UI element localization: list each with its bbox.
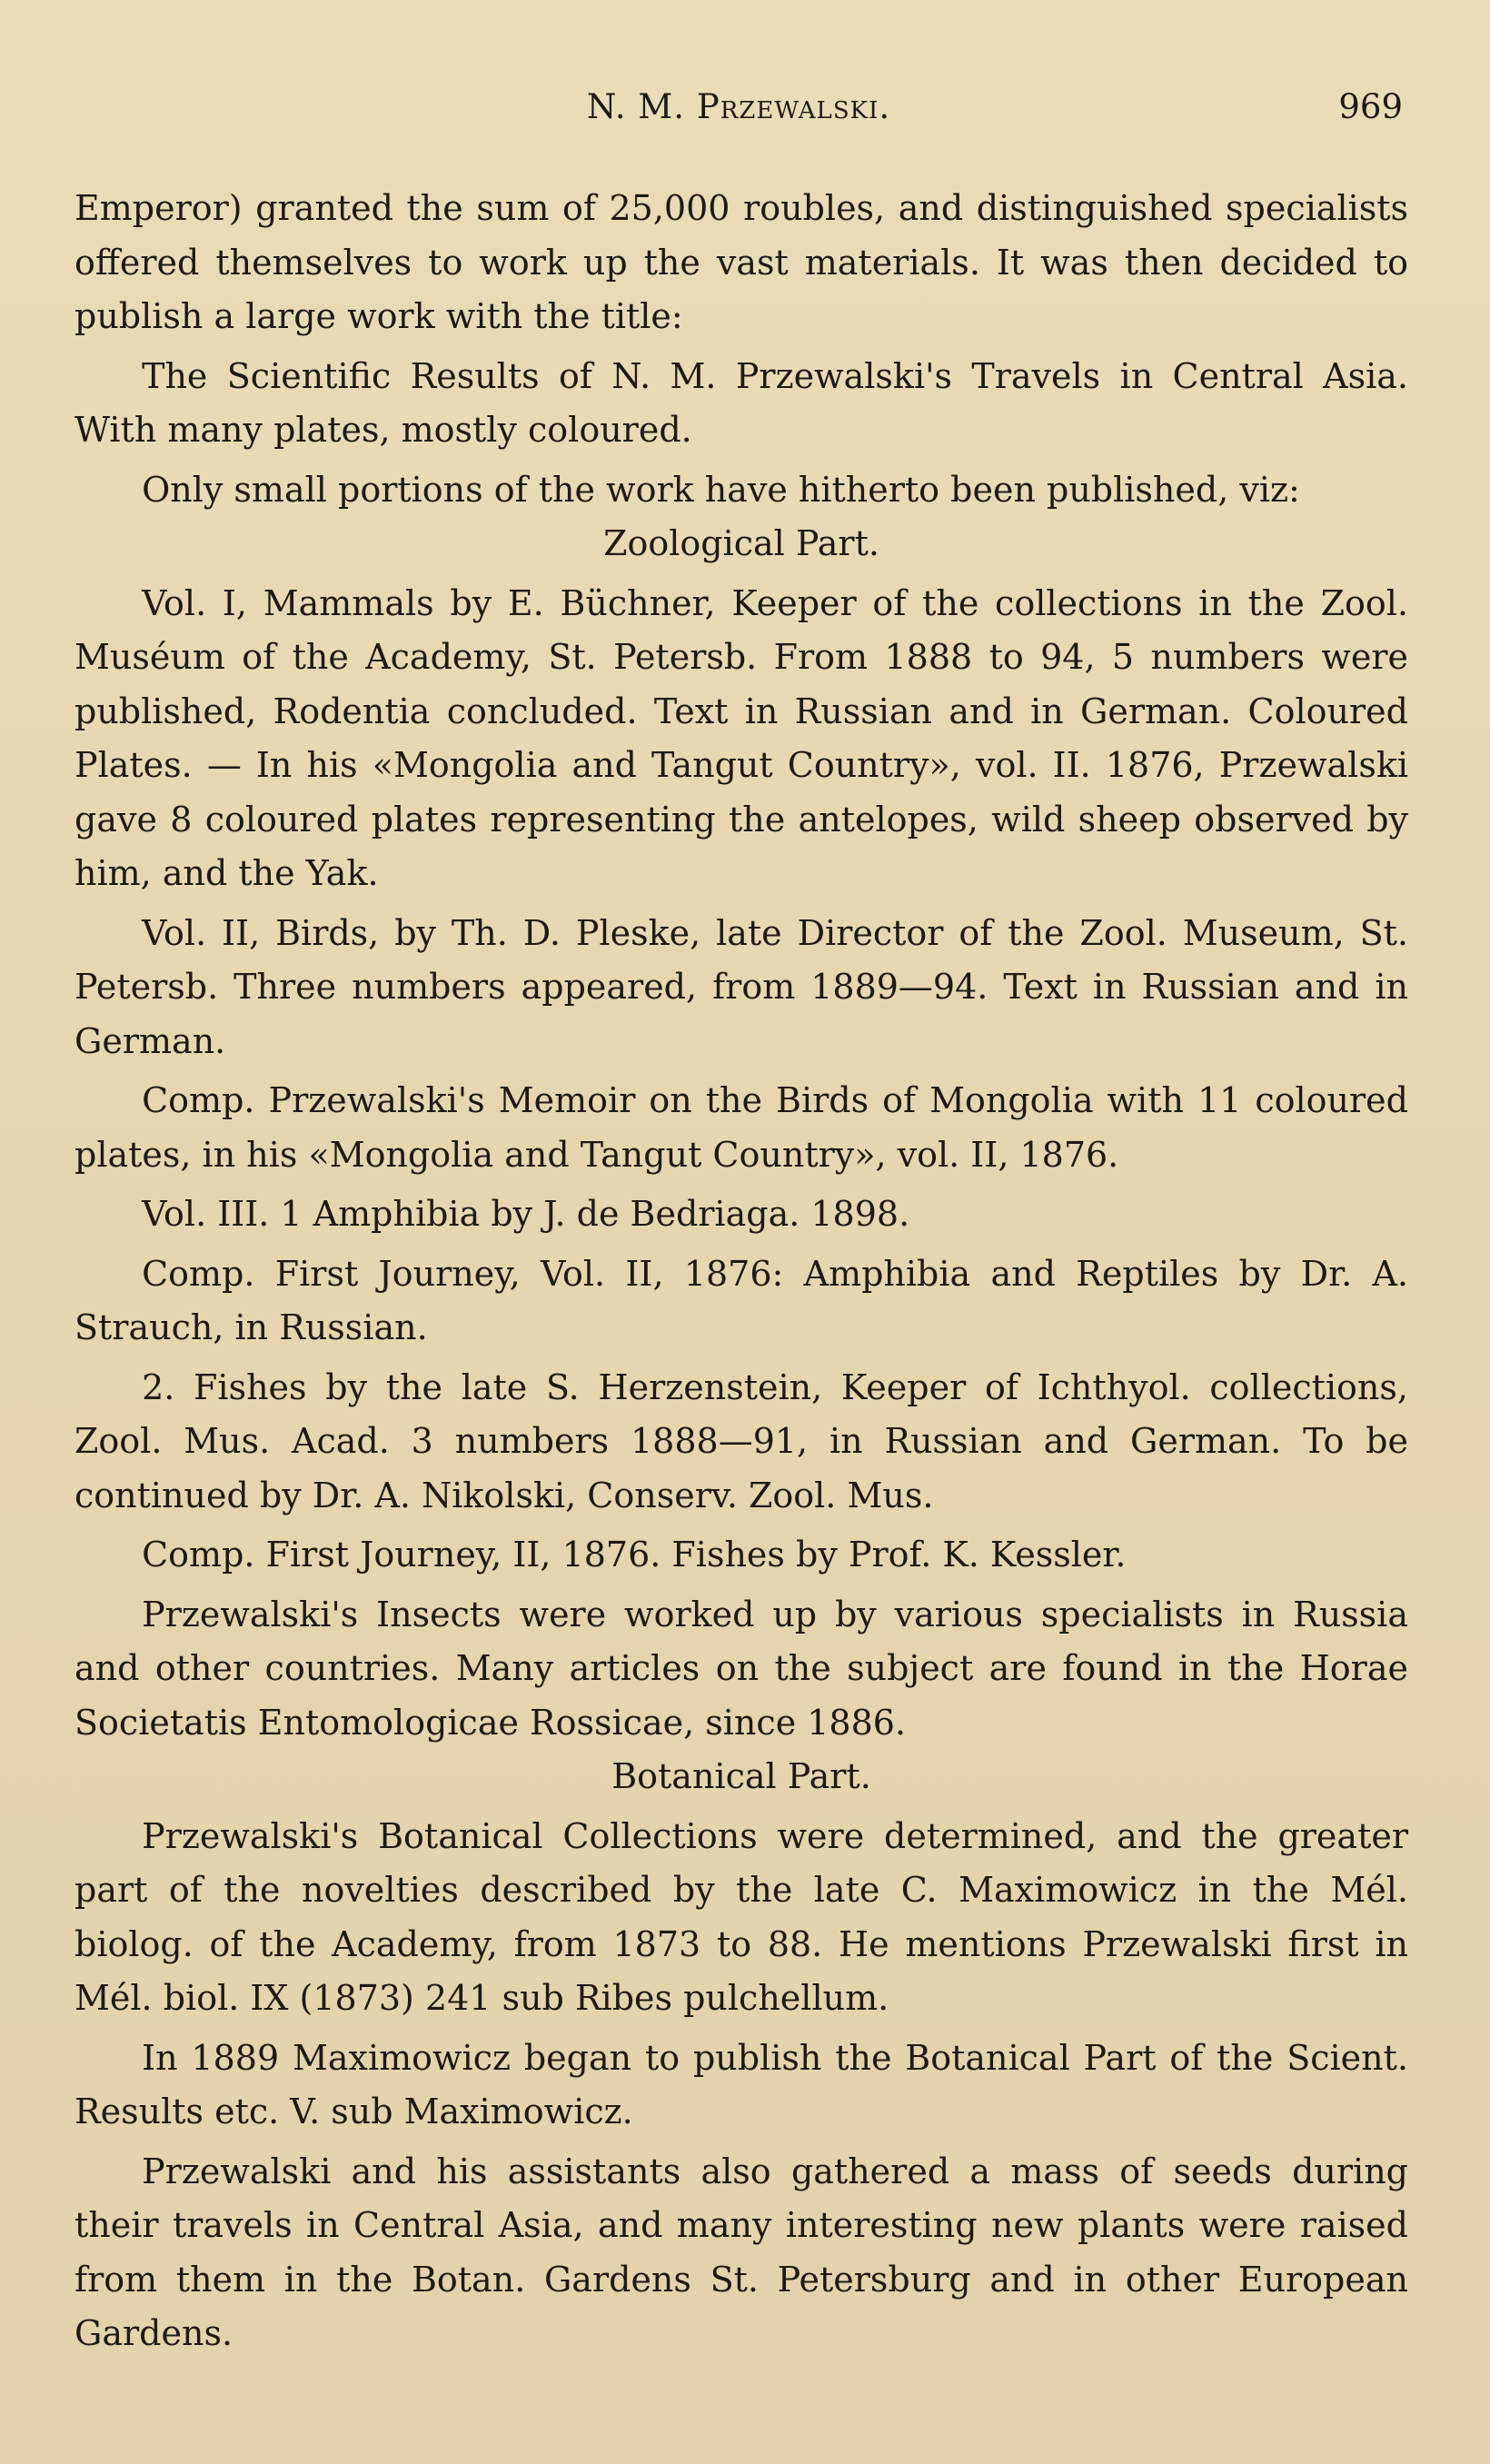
page-body bbox=[74, 182, 1408, 2361]
paragraph-birds-memoir: Comp. Przewalski's Memoir on the Birds of Mongolia with 11 coloured plates, in his «Mongolia and Tangut Country», vol. II, 1876. bbox=[74, 1080, 1408, 1175]
page-number: 969 bbox=[1338, 87, 1403, 126]
paragraph-fishes: 2. Fishes by the late S. Herzenstein, Keeper of Ichthyol. collections, Zool. Mus. Acad. 3 numbers 1888—91, in Russian and German. To be continued by Dr. A. Nikolski, Conserv. Zool. Mus. bbox=[74, 1366, 1408, 1515]
paragraph-insects: Przewalski's Insects were worked up by various specialists in Russia and other countries. Many articles on the subject are found in the Horae Societatis Entomologicae Rossicae, since 1886. bbox=[74, 1594, 1408, 1743]
paragraph-amphibia-reptiles: Comp. First Journey, Vol. II, 1876: Amphibia and Reptiles by Dr. A. Strauch, in Russian. bbox=[74, 1253, 1408, 1347]
page-header bbox=[74, 87, 1403, 142]
paragraph-fishes-kessler: Comp. First Journey, II, 1876. Fishes by Prof. K. Kessler. bbox=[142, 1535, 1127, 1575]
paragraph-work-title: The Scientific Results of N. M. Przewalski's Travels in Central Asia. With many plates, mostly coloured. bbox=[74, 355, 1408, 450]
paragraph-vol-3-amphibia: Vol. III. 1 Amphibia by J. de Bedriaga. 1898. bbox=[142, 1194, 910, 1234]
paragraph-continued: Emperor) granted the sum of 25,000 roubles, and distinguished specialists offered themselves to work up the vast materials. It was then decided to publish a large work with the title: bbox=[74, 188, 1408, 336]
paragraph-maximowicz-1889: In 1889 Maximowicz began to publish the Botanical Part of the Scient. Results etc. V. sub Maximowicz. bbox=[74, 2037, 1408, 2131]
paragraph-portions: Only small portions of the work have hitherto been published, viz: bbox=[142, 469, 1300, 510]
running-head: N. M. Przewalski. bbox=[586, 87, 891, 126]
paragraph-botanical-collections: Przewalski's Botanical Collections were determined, and the greater part of the novelties described by the late C. Maximowicz in the Mél. biolog. of the Academy, from 1873 to 88. He mentions Przewalski first in Mél. biol. IX (1873) 241 sub Ribes pulchellum. bbox=[74, 1815, 1408, 2018]
paragraph-vol-1-mammals: Vol. I, Mammals by E. Büchner, Keeper of the collections in the Zool. Muséum of the Academy, St. Petersb. From 1888 to 94, 5 numbers were published, Rodentia concluded. Text in Russian and in German. Coloured Plates. — In his «Mongolia and Tangut Country», vol. II. 1876, Przewalski gave 8 coloured plates representing the antelopes, wild sheep observed by him, and the Yak. bbox=[74, 582, 1408, 893]
section-heading-zoological: Zoological Part. bbox=[603, 523, 879, 563]
section-heading-botanical: Botanical Part. bbox=[611, 1756, 871, 1796]
paragraph-vol-2-birds: Vol. II, Birds, by Th. D. Pleske, late Director of the Zool. Museum, St. Petersb. Three numbers appeared, from 1889—94. Text in Russian and in German. bbox=[74, 912, 1408, 1061]
paragraph-seeds: Przewalski and his assistants also gathered a mass of seeds during their travels in Central Asia, and many interesting new plants were raised from them in the Botan. Gardens St. Petersburg and in other European Gardens. bbox=[74, 2151, 1408, 2353]
